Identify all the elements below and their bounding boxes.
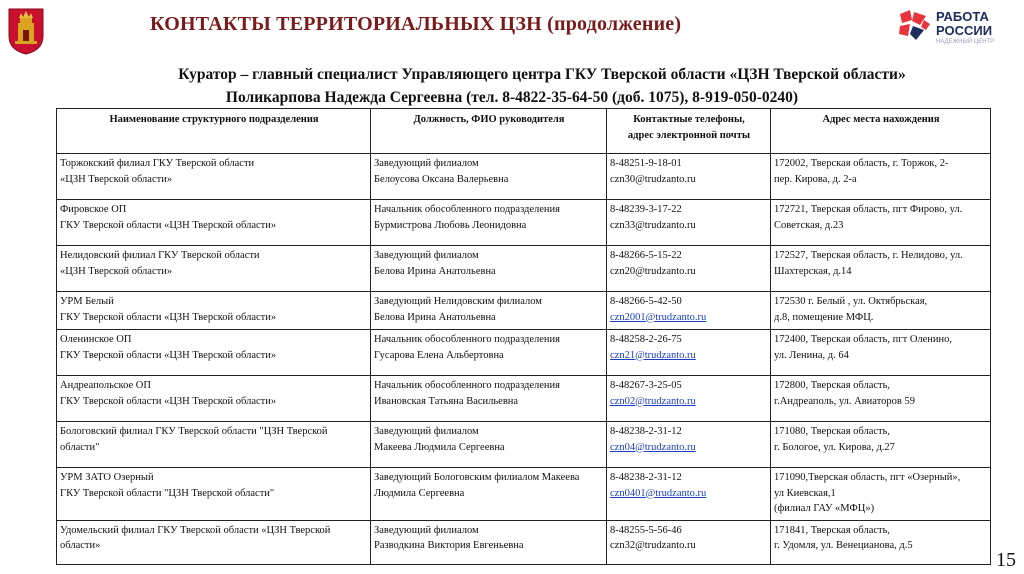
position-title: Заведующий филиалом: [374, 250, 479, 261]
address-line-2: ул Киевская,1: [774, 487, 836, 499]
phone: 8-48238-2-31-12: [610, 472, 682, 483]
phone: 8-48258-2-26-75: [610, 334, 682, 345]
position-cell: [371, 330, 607, 376]
position-title: Заведующий филиалом: [374, 524, 479, 536]
contacts-cell: [607, 330, 771, 376]
position-cell: [371, 468, 607, 521]
manager-name: Людмила Сергеевна: [374, 487, 465, 499]
address-line-1: 171841, Тверская область,: [774, 524, 891, 536]
address-line-2: г. Бологое, ул. Кирова, д.27: [774, 441, 895, 453]
address-cell: [771, 200, 991, 246]
table-row: [57, 520, 991, 564]
address-line-1: 172527, Тверская область, г. Нелидово, ул.: [774, 250, 963, 261]
phone: 8-48255-5-56-46: [610, 524, 682, 536]
manager-name: Ивановская Татьяна Васильевна: [374, 395, 519, 407]
tver-coat-of-arms-icon: [6, 6, 46, 56]
address-line-1: 172002, Тверская область, г. Торжок, 2-: [774, 158, 949, 169]
email: czn33@trudzanto.ru: [610, 219, 696, 231]
position-cell: [371, 520, 607, 564]
header-position: Должность, ФИО руководителя: [371, 109, 607, 154]
rabota-rossii-logo: [896, 4, 1006, 52]
contacts-cell: [607, 468, 771, 521]
unit-cell: [57, 376, 371, 422]
manager-name: Белова Ирина Анатольевна: [374, 311, 496, 323]
unit-cell: [57, 520, 371, 564]
unit-line-2: «ЦЗН Тверской области»: [60, 265, 173, 277]
unit-line-2: ГКУ Тверской области «ЦЗН Тверской области»: [60, 311, 277, 323]
logo-tagline: НАДЕЖНЫЙ ЦЕНТР: [936, 39, 995, 45]
unit-cell: [57, 292, 371, 330]
address-line-1: 171080, Тверская область,: [774, 426, 891, 437]
contacts-cell: [607, 422, 771, 468]
address-line-2: Советская, д.23: [774, 219, 844, 231]
phone: 8-48266-5-42-50: [610, 296, 682, 307]
address-line-2: г.Андреаполь, ул. Авиаторов 59: [774, 395, 915, 407]
rabota-rossii-logo-icon: [896, 8, 932, 44]
contacts-cell: [607, 520, 771, 564]
table-row: [57, 200, 991, 246]
address-cell: [771, 330, 991, 376]
unit-cell: [57, 200, 371, 246]
manager-name: Белоусова Оксана Валерьевна: [374, 173, 509, 185]
address-line-2: Шахтерская, д.14: [774, 265, 852, 277]
position-title: Начальник обособленного подразделения: [374, 380, 561, 391]
unit-cell: [57, 422, 371, 468]
unit-line-2: ГКУ Тверской области «ЦЗН Тверской области»: [60, 349, 277, 361]
address-line-2: д.8, помещение МФЦ.: [774, 311, 874, 323]
unit-cell: [57, 468, 371, 521]
unit-line-1: Бологовский филиал ГКУ Тверской области "ЦЗН Тверской: [60, 426, 328, 437]
header-address: Адрес места нахождения: [771, 109, 991, 154]
contacts-cell: [607, 376, 771, 422]
address-line-1: 172721, Тверская область, пгт Фирово, ул.: [774, 204, 963, 215]
position-title: Начальник обособленного подразделения: [374, 204, 561, 215]
curator-line-1: Куратор – главный специалист Управляющего центра ГКУ Тверской области «ЦЗН Тверской области»: [178, 66, 906, 83]
position-title: Начальник обособленного подразделения: [374, 334, 561, 345]
address-cell: [771, 422, 991, 468]
phone: 8-48267-3-25-05: [610, 380, 682, 391]
contacts-table: [56, 108, 991, 565]
curator-line-2: Поликарпова Надежда Сергеевна (тел. 8-4822-35-64-50 (доб. 1075), 8-919-050-0240): [225, 89, 799, 106]
logo-word-1: РАБОТА: [936, 9, 989, 24]
header-unit: Наименование структурного подразделения: [57, 109, 371, 154]
unit-line-2: ГКУ Тверской области «ЦЗН Тверской области»: [60, 395, 277, 407]
unit-cell: [57, 154, 371, 200]
email-link[interactable]: czn04@trudzanto.ru: [610, 441, 696, 453]
header-contacts-line-1: Контактные телефоны,: [633, 114, 745, 125]
unit-line-2: «ЦЗН Тверской области»: [60, 173, 173, 185]
address-cell: [771, 292, 991, 330]
manager-name: Бурмистрова Любовь Леонидовна: [374, 219, 527, 231]
manager-name: Гусарова Елена Альбертовна: [374, 349, 504, 361]
position-cell: [371, 292, 607, 330]
email: czn32@trudzanto.ru: [610, 540, 696, 551]
header-contacts-line-2: адрес электронной почты: [627, 129, 751, 141]
table-row: [57, 292, 991, 330]
unit-line-2: ГКУ Тверской области «ЦЗН Тверской области»: [60, 219, 277, 231]
unit-line-1: Нелидовский филиал ГКУ Тверской области: [60, 250, 260, 261]
unit-line-1: Андреапольское ОП: [60, 380, 151, 391]
manager-name: Разводкина Виктория Евгеньевна: [374, 540, 524, 551]
unit-cell: [57, 330, 371, 376]
position-cell: [371, 246, 607, 292]
page-title: КОНТАКТЫ ТЕРРИТОРИАЛЬНЫХ ЦЗН (продолжение): [150, 13, 682, 35]
header-contacts: [607, 109, 771, 154]
manager-name: Белова Ирина Анатольевна: [374, 265, 496, 277]
unit-line-1: Оленинское ОП: [60, 334, 132, 345]
email-link[interactable]: czn0401@trudzanto.ru: [610, 487, 707, 499]
table-row: [57, 422, 991, 468]
position-cell: [371, 154, 607, 200]
address-line-2: г. Удомля, ул. Венецианова, д.5: [774, 540, 913, 551]
address-line-2: пер. Кирова, д. 2-а: [774, 173, 857, 185]
phone: 8-48251-9-18-01: [610, 158, 682, 169]
unit-line-1: Торжокский филиал ГКУ Тверской области: [60, 158, 255, 169]
unit-line-1: УРМ Белый: [60, 296, 114, 307]
email-link[interactable]: czn2001@trudzanto.ru: [610, 311, 707, 323]
contacts-cell: [607, 200, 771, 246]
address-line-1: 172800, Тверская область,: [774, 380, 891, 391]
table-row: [57, 154, 991, 200]
address-line-1: 172530 г. Белый , ул. Октябрьская,: [774, 296, 928, 307]
position-title: Заведующий Нелидовским филиалом: [374, 296, 542, 307]
position-title: Заведующий филиалом: [374, 158, 479, 169]
email: czn30@trudzanto.ru: [610, 173, 696, 185]
page-number: 15: [996, 549, 1016, 571]
address-cell: [771, 376, 991, 422]
email-link[interactable]: czn21@trudzanto.ru: [610, 349, 696, 361]
address-line-3: (филиал ГАУ «МФЦ»): [774, 503, 875, 514]
email-link[interactable]: czn02@trudzanto.ru: [610, 395, 696, 407]
phone: 8-48239-3-17-22: [610, 204, 682, 215]
address-cell: [771, 154, 991, 200]
table-row: [57, 246, 991, 292]
position-title: Заведующий Бологовским филиалом Макеева: [374, 472, 580, 483]
unit-line-1: УРМ ЗАТО Озерный: [60, 472, 154, 483]
position-cell: [371, 422, 607, 468]
table-header-row: [57, 109, 991, 154]
email: czn20@trudzanto.ru: [610, 265, 696, 277]
logo-word-2: РОССИИ: [936, 23, 993, 38]
position-cell: [371, 376, 607, 422]
table-row: [57, 468, 991, 521]
address-cell: [771, 246, 991, 292]
contacts-cell: [607, 246, 771, 292]
unit-line-1: Удомельский филиал ГКУ Тверской области «ЦЗН Тверской: [60, 524, 331, 536]
position-cell: [371, 200, 607, 246]
phone: 8-48238-2-31-12: [610, 426, 682, 437]
unit-line-1: Фировское ОП: [60, 204, 127, 215]
address-cell: [771, 468, 991, 521]
address-line-1: 172400, Тверская область, пгт Оленино,: [774, 334, 953, 345]
address-line-2: ул. Ленина, д. 64: [774, 349, 849, 361]
contacts-cell: [607, 292, 771, 330]
unit-cell: [57, 246, 371, 292]
contacts-cell: [607, 154, 771, 200]
address-line-1: 171090,Тверская область, пгт «Озерный»,: [774, 472, 961, 483]
unit-line-2: области»: [60, 540, 101, 551]
phone: 8-48266-5-15-22: [610, 250, 682, 261]
address-cell: [771, 520, 991, 564]
table-row: [57, 330, 991, 376]
position-title: Заведующий филиалом: [374, 426, 479, 437]
table-row: [57, 376, 991, 422]
unit-line-2: области": [60, 441, 100, 453]
unit-line-2: ГКУ Тверской области "ЦЗН Тверской области": [60, 487, 275, 499]
manager-name: Макеева Людмила Сергеевна: [374, 441, 505, 453]
